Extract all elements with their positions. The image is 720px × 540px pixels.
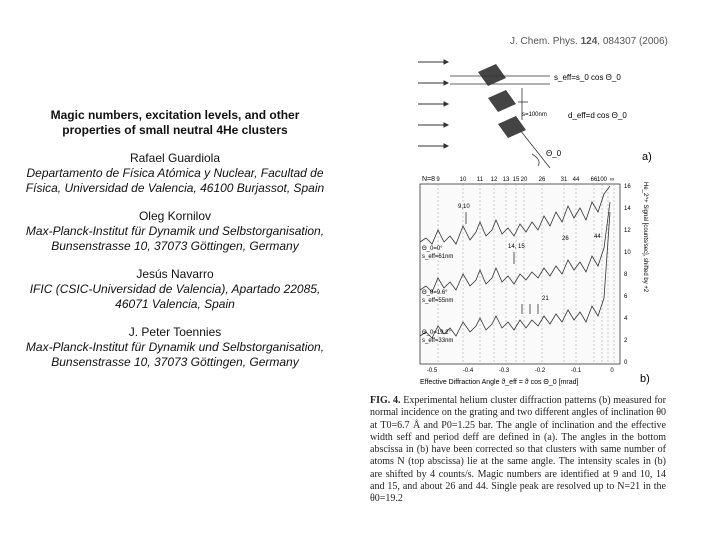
panel-a-label: a): [642, 151, 652, 163]
annotation-label: 14, 15: [508, 244, 525, 250]
incident-beam-arrows: [418, 60, 448, 148]
author-name: Oleg Kornilov: [138, 209, 212, 223]
right-tick-label: 10: [624, 250, 631, 256]
right-tick-label: 0: [624, 360, 628, 366]
top-tick-label: 44: [572, 177, 580, 183]
right-tick-label: 4: [624, 316, 628, 322]
right-tick-label: 14: [624, 206, 631, 212]
right-tick-label: 12: [624, 228, 631, 234]
top-tick-label: 9: [436, 177, 440, 183]
curve-label-seff: s_eff=61nm: [422, 254, 454, 260]
caption-label: FIG. 4.: [370, 395, 401, 406]
annotation-label: 44: [594, 234, 601, 240]
right-tick-labels: [624, 184, 631, 366]
author-affiliation: Max-Planck-Institut für Dynamik und Selbstorganisation, Bunsenstrasse 10, 37073 Göttingen, Germany: [25, 340, 325, 369]
seff-label: s_eff=s_0 cos Θ_0: [554, 73, 621, 82]
caption-text: Experimental helium cluster diffraction patterns (b) measured for normal incidence on the grating and two different angles of inclination θ0 at T0=6.7 Å and P0=1.25 bar. The angle of inclination and the effective width seff and period deff are defined in (a). The angles in the bottom abscissa in (b) have been corrected so that clusters with same number of atoms N (top abscissa) lie at the same angle. The intensity scales in (b) are shifted by 4 counts/s. Magic numbers are identified at 9 and 10, 14 and 15, and about 26 and 44. Single peak are resolved up to N=21 in the θ0=19.2: [370, 395, 666, 505]
right-tick-label: 2: [624, 338, 628, 344]
right-tick-label: 16: [624, 184, 631, 190]
x-tick-label: -0.4: [462, 368, 474, 374]
top-tick-label: 11: [476, 177, 484, 183]
figure-caption: [370, 395, 666, 506]
y-axis-label: He_2^+ Signal [counts/sec], shifted by +2: [642, 182, 648, 293]
deff-label: d_eff=d cos Θ_0: [568, 111, 627, 120]
theta-label: Θ_0: [546, 149, 562, 158]
annotation-label: 21: [542, 296, 549, 302]
author-name: J. Peter Toennies: [128, 325, 222, 339]
paper-info: [20, 108, 330, 383]
top-tick-label: 13: [502, 177, 510, 183]
curve-label-theta: Θ_0=0°: [422, 246, 443, 252]
panel-b-label: b): [640, 373, 650, 385]
curve-label-seff: s_eff=55nm: [422, 298, 454, 304]
curve-label-theta: Θ_0=19.2°: [422, 330, 451, 336]
right-tick-label: 8: [624, 272, 628, 278]
author-name: Rafael Guardiola: [129, 151, 221, 165]
grating-bars: [478, 64, 526, 138]
author-affiliation: Max-Planck-Institut für Dynamik und Selbstorganisation, Bunsenstrasse 10, 37073 Göttingen, Germany: [25, 224, 325, 253]
annotation-label: 26: [562, 236, 569, 242]
x-tick-label: 0: [610, 368, 614, 374]
x-tick-label: -0.3: [498, 368, 510, 374]
annotation-label: 9,10: [458, 204, 470, 210]
diffraction-plot: [418, 172, 658, 387]
curve-label-theta: Θ_0=9.6°: [422, 290, 448, 296]
top-tick-label: 31: [560, 177, 568, 183]
top-tick-label: 100: [596, 177, 608, 183]
x-tick-label: -0.5: [426, 368, 438, 374]
author-affiliation: Departamento de Física Atómica y Nuclear, Facultad de Física, Universidad de Valencia, 46100 Burjassot, Spain: [25, 166, 325, 195]
x-tick-labels: [427, 368, 615, 374]
author-name: Jesús Navarro: [136, 267, 214, 281]
author-affiliation: IFIC (CSIC-Universidad de Valencia), Apartado 22085, 46071 Valencia, Spain: [29, 282, 321, 311]
x-axis-label: Effective Diffraction Angle ϑ_eff = ϑ cos Θ_0 [mrad]: [420, 379, 579, 386]
top-tick-label: 66: [590, 177, 598, 183]
top-tick-label: 15: [512, 177, 520, 183]
n-label: N=8: [422, 176, 436, 183]
top-tick-label: 26: [538, 177, 546, 183]
curve-label-seff: s_eff=33nm: [422, 338, 454, 344]
s-label: s=100nm: [522, 112, 547, 118]
grating-schematic: [410, 50, 660, 170]
top-tick-labels: [436, 177, 614, 183]
journal-reference: J. Chem. Phys. 124, 084307 (2006): [510, 36, 668, 47]
top-tick-label: 12: [490, 177, 498, 183]
dimension-lines: [450, 76, 550, 168]
top-tick-label: 10: [459, 177, 467, 183]
right-tick-label: 6: [624, 294, 628, 300]
x-tick-label: -0.2: [534, 368, 546, 374]
top-tick-label: ∞: [609, 177, 615, 183]
paper-title: Magic numbers, excitation levels, and other properties of small neutral 4He clusters: [50, 108, 300, 137]
top-tick-label: 20: [520, 177, 528, 183]
x-tick-label: -0.1: [570, 368, 582, 374]
